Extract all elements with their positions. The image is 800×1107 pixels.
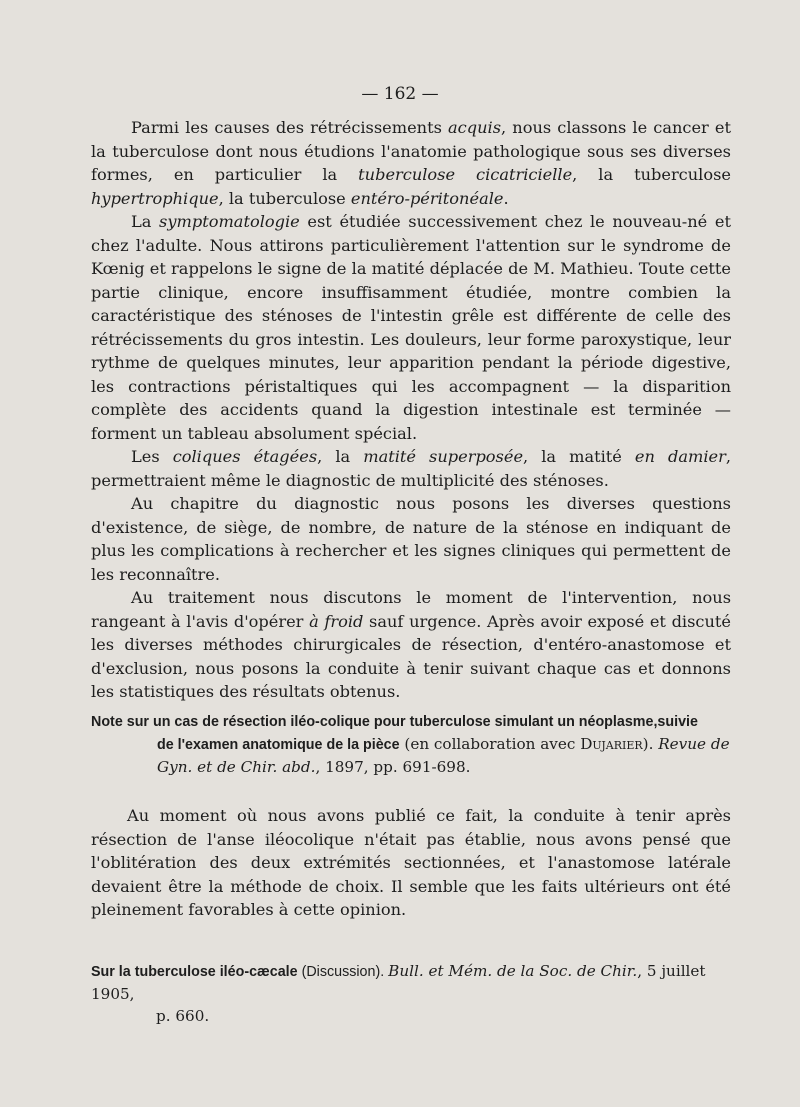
text-span: , la matité xyxy=(523,447,635,466)
italic-term: symptomatologie xyxy=(159,212,300,231)
text-span: , la tuberculose xyxy=(218,188,351,208)
paragraph-symptomatologie xyxy=(91,210,731,445)
paragraph-coliques xyxy=(91,445,731,492)
author-name: Dujarier xyxy=(580,735,643,753)
reference-details: , 1897, pp. 691-698. xyxy=(315,758,471,776)
text-span: est étudiée successivement chez le nouveau-né et chez l'adulte. Nous attirons particulièrement l'attention sur le syndrome de Kœnig et rappelons le signe de la matité déplacée de M. Mathieu. Toute cette partie clinique, encore insuffisamment étudiée, montre combien la caractéristique des sténoses de l'intestin grêle est différente de celle des rétrécissements du gros intestin. Les douleurs, leur forme paroxystique, leur rythme de quelques minutes, leur apparition pendant la période digestive, les contractions péristaltiques qui les accompagnent — la disparition complète des accidents quand la digestion intestinale est terminée — forment un tableau absolument spécial. xyxy=(91,212,731,443)
italic-term: acquis xyxy=(448,118,502,137)
text-span: Parmi les causes des rétrécissements xyxy=(131,118,449,137)
paragraph-causes xyxy=(91,116,731,210)
italic-term: hypertrophique xyxy=(91,188,219,208)
text-span: , permettraient même le diagnostic de multiplicité des sténoses. xyxy=(91,447,731,490)
text-span: , nous classons le cancer et la tuberculose dont nous étudions l'anatomie pathologique sous ses diverses formes, en particulier la xyxy=(91,118,731,184)
text-span: , la tuberculose xyxy=(572,165,731,184)
reference-date: , 5 juillet 1905, xyxy=(91,962,706,1003)
paragraph-diagnostic: Au chapitre du diagnostic nous posons les diverses questions d'existence, de siège, de nombre, de nature de la sténose en indiquant de plus les complications à rechercher et les signes cliniques qui permettent de les reconnaître. xyxy=(91,494,731,584)
main-text xyxy=(91,116,731,704)
reference-title: de l'examen anatomique de la pièce xyxy=(157,737,400,753)
paragraph-traitement xyxy=(91,586,731,704)
reference-title: Sur la tuberculose iléo-cæcale xyxy=(91,964,298,980)
reference-entry xyxy=(91,711,736,778)
italic-term: à froid xyxy=(309,611,364,631)
reference-page: p. 660. xyxy=(156,1007,210,1025)
paragraph-note: Au moment où nous avons publié ce fait, la conduite à tenir après résection de l'anse iléocolique n'était pas établie, nous avons pensé que l'oblitération des deux extrémités sectionnées, et l'anastomose latérale devaient être la méthode de choix. Il semble que les faits ultérieurs ont été pleinement favorables à cette opinion. xyxy=(91,806,731,919)
journal-name: Revue de xyxy=(658,735,730,753)
journal-name: Gyn. et de Chir. abd. xyxy=(157,758,316,776)
reference-collab: ). xyxy=(642,735,659,753)
reference-collab: (en collaboration avec xyxy=(399,735,581,753)
reference-continuation xyxy=(91,733,736,778)
reference-entry xyxy=(91,960,736,1027)
reference-title: Note sur un cas de résection iléo-colique pour tuberculose simulant un néoplasme,suivie xyxy=(91,714,698,730)
reference-label: (Discussion). xyxy=(297,964,389,980)
text-span: , la xyxy=(317,447,364,466)
text-span: Au traitement nous discutons le moment de l'intervention, nous rangeant à l'avis d'opérer xyxy=(91,588,731,631)
journal-name: Bull. et Mém. de la Soc. de Chir. xyxy=(388,962,638,980)
text-span: Les xyxy=(131,447,173,466)
text-span: La xyxy=(131,212,160,231)
italic-term: tuberculose cicatricielle xyxy=(358,165,573,184)
italic-term: en damier xyxy=(634,447,726,466)
page-number: — 162 — xyxy=(361,84,439,104)
italic-term: coliques étagées xyxy=(172,447,318,466)
text-span: . xyxy=(503,188,509,208)
italic-term: matité superposée xyxy=(363,447,524,466)
text-span: sauf urgence. Après avoir exposé et discuté les diverses méthodes chirurgicales de résection, d'entéro-anastomose et d'exclusion, nous posons la conduite à tenir suivant chaque cas et donnons les statistiques des résultats obtenus. xyxy=(91,611,731,701)
italic-term: entéro-péritonéale xyxy=(350,188,504,208)
note-body xyxy=(91,804,731,922)
reference-line xyxy=(91,960,736,1005)
